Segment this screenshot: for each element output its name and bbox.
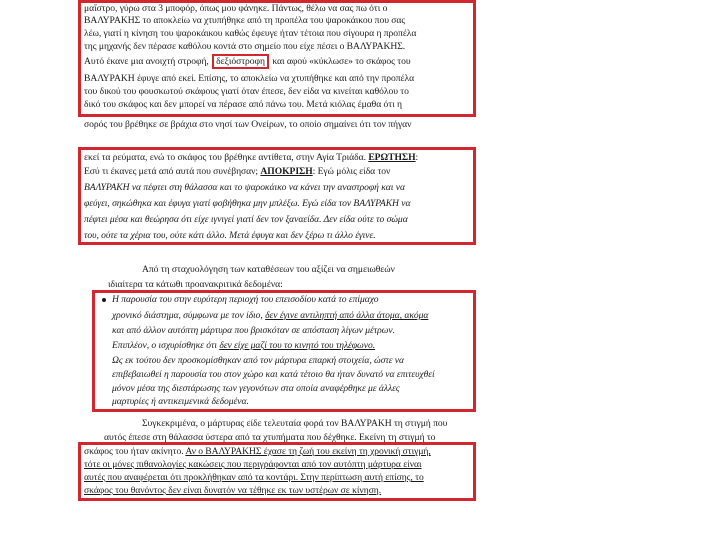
text-line: Η παρουσία του στην ευρύτερη περιοχή του επεισοδίου κατά το επίμαχο: [112, 294, 379, 305]
text-line: ΒΑΛΥΡΑΚΗ να πέφτει στη θάλασσα και το ψαροκάικο να κάνει την αναστροφή και να: [84, 182, 405, 193]
text-line: [84, 56, 411, 68]
text-fragment: Αυτό έκανε μια ανοιχτή στροφή,: [84, 56, 209, 67]
text-line: επιβεβαιωθεί η παρουσία του στον χώρο και κατά τέτοιο θα ήταν δυνατό να επιτευχθεί: [112, 369, 435, 380]
text-line: [112, 340, 375, 352]
text-line: τότε οι μόνες πιθανολογίες κακώσεις που περιγράφονται από τον αυτόπτη μάρτυρα είναι: [84, 459, 422, 470]
text-line: ιδιαίτερα τα κάτωθι προανακριτικά δεδομένα:: [108, 279, 283, 290]
text-line: δικό του σκάφος και δεν μπορεί να πέρασε από πάνω του. Μετά κιόλας έμαθα ότι η: [84, 99, 402, 110]
text-fragment: εκεί τα ρεύματα, ενώ το σκάφος του βρέθηκε αντίθετα, στην Αγία Τριάδα.: [84, 152, 366, 163]
text-line: του δικού του φουσκωτού σκάφους γιατί όταν έπεσε, δεν είδα να κινείται καθόλου το: [84, 86, 409, 97]
text-fragment: Εσύ τι έκανες μετά από αυτά που συνέβησαν;: [84, 166, 259, 177]
text-line: [84, 446, 431, 458]
text-fragment: Επιπλέον, ο ισχυρίσθηκε ότι: [112, 340, 217, 351]
question-label: ΕΡΩΤΗΣΗ: [368, 152, 416, 163]
highlighted-word: δεξιόστροφη: [212, 54, 269, 69]
text-fragment: : Εγώ μόλις είδα τον: [312, 166, 391, 177]
text-line: Ως εκ τούτου δεν προσκομίσθηκαν από τον μάρτυρα επαρκή στοιχεία, ώστε να: [112, 355, 405, 366]
text-line: Από τη σταχυολόγηση των καταθέσεων του αξίζει να σημειωθεών: [142, 264, 395, 275]
text-line: φεύγει, σηκώθηκα και έφυγα γιατί φοβήθηκα μην μπλέξω. Εγώ είδα τον ΒΑΛΥΡΑΚΗ να: [84, 198, 411, 209]
text-line: [84, 166, 390, 178]
text-fragment: σκάφος του ήταν ακίνητο.: [84, 446, 184, 457]
text-fragment: και αφού «κύκλωσε» το σκάφος του: [272, 56, 411, 67]
text-line: μόνον μέσα της διεστάρωσης των γεγονότων στα οποία αναφέρθηκε με άλλες: [112, 383, 400, 394]
text-line: και από άλλον αυτόπτη μάρτυρα που βρισκόταν σε απόσταση λίγων μέτρων.: [112, 325, 395, 336]
text-line: σορός του βρέθηκε σε βράχια στο νησί των Ονείρων, το οποίο σημαίνει ότι τον πήγαν: [84, 119, 412, 130]
text-line: μαΐστρο, γύρω στα 3 μποφόρ, όπως μου φάνηκε. Πάντως, θέλω να σας πω ότι ο: [84, 3, 388, 14]
text-line: αυτές που αναφέρεται ότι προκλήθηκαν από τα κοντάρι. Στην περίπτωση αυτή επίσης, το: [84, 472, 424, 483]
text-line: πέφτει μέσα και θεώρησα ότι είχε ιγνιγεί γιατί δεν τον ξαναείδα. Δεν είδα ούτε το σώμα: [84, 214, 408, 225]
text-line: του, ούτε τα χέρια του, ούτε κάτι άλλο. Μετά έφυγα και δεν ξέρω τι άλλο έγινε.: [84, 230, 376, 241]
text-line: σκάφος του θανόντος δεν είναι δυνατόν να τέθηκε εκ των υστέρων σε κίνηση.: [84, 485, 382, 496]
text-line: ΒΑΛΥΡΑΚΗ έφυγε από εκεί. Επίσης, το αποκλείω να χτυπήθηκε και από την προπέλα: [84, 73, 415, 84]
text-line: εκεί τα ρεύματα, ενώ το σκάφος του βρέθηκε αντίθετα, στην Αγία Τριάδα. ΕΡΩΤΗΣΗ:: [84, 152, 419, 163]
text-line: Συγκεκριμένα, ο μάρτυρας είδε τελευταία φορά τον ΒΑΛΥΡΑΚΗ τη στιγμή που: [142, 418, 448, 429]
text-line: μαρτυρίες ή αντικειμενικά δεδομένα.: [112, 396, 249, 407]
underlined-text: δεν είχε μαζί του το κινητό του τηλέφωνο.: [219, 340, 376, 351]
answer-label: ΑΠΟΚΡΙΣΗ: [260, 166, 313, 177]
underlined-text: δεν έγινε αντιληπτή από άλλα άτομα, ακόμα: [265, 310, 429, 321]
text-line: λέω, γιατί η κίνηση του ψαροκάικου καθώς έφευγε ήταν τέτοια που σίγουρα η προπέλα: [84, 28, 417, 39]
underlined-text: Αν ο ΒΑΛΥΡΑΚΗΣ έχασε τη ζωή του εκείνη τη χρονική στιγμή,: [185, 446, 431, 457]
text-line: [112, 310, 428, 322]
bullet-icon: [102, 298, 106, 302]
text-line: της μηχανής δεν πέρασε καθόλου κοντά στο σημείο που είχε πέσει ο ΒΑΛΥΡΑΚΗΣ.: [84, 41, 406, 52]
text-line: αυτός έπεσε στη θάλασσα ύστερα από τα χτυπήματα που δέχθηκε. Εκείνη τη στιγμή το: [104, 432, 436, 443]
text-fragment: χρονικό διάστημα, σύμφωνα με τον ίδιο,: [112, 310, 263, 321]
document-page: [74, 0, 474, 538]
text-line: ΒΑΛΥΡΑΚΗΣ το αποκλείω να χτυπήθηκε από τη προπέλα του ψαροκάικου που σας: [84, 15, 406, 26]
